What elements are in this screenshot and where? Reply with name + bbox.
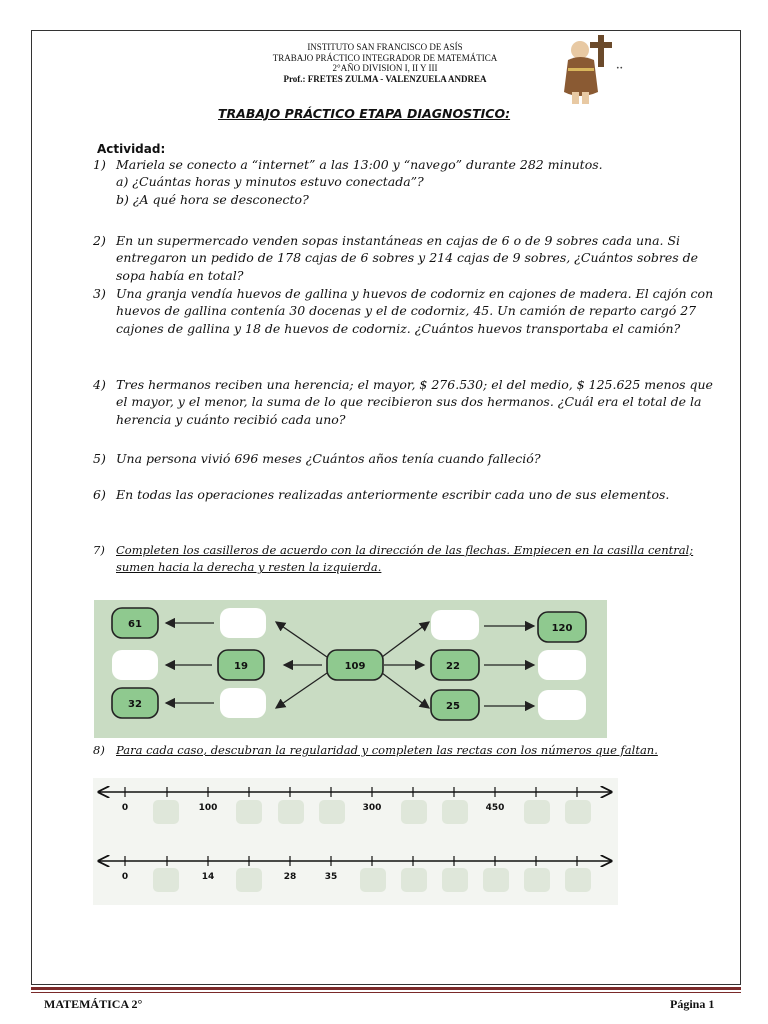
blank-box [278, 800, 304, 824]
line1-label-0: 0 [121, 803, 129, 813]
blank-box [319, 800, 345, 824]
line1-label-2: 300 [362, 803, 382, 813]
footer-rule [31, 987, 741, 990]
item-text: Una granja vendía huevos de gallina y huevos de codorniz en cajones de madera. El cajón con huevos de gallina contenía 30 docenas y el de codorniz, 45. Un camión de reparto cargó 27 cajones de gallina y 18 de huevos de codorniz. ¿Cuántos huevos transportaba el camión? [116, 286, 714, 336]
line2-label-3: 35 [324, 872, 338, 882]
blank-box [442, 800, 468, 824]
item-8 [93, 742, 733, 759]
item-text: Mariela se conecto a “internet” a las 13:00 y “navego” durante 282 minutos. [116, 157, 603, 172]
blank-box [565, 868, 591, 892]
item-text: Para cada caso, descubran la regularidad y completen las rectas con los números que faltan. [116, 743, 658, 757]
value-bottom-right-inner: 25 [446, 701, 460, 712]
item-1 [93, 156, 733, 208]
value-mid-right-inner: 22 [446, 661, 460, 672]
diagram-svg [94, 600, 607, 738]
line2-label-2: 28 [283, 872, 297, 882]
item-1a: a) ¿Cuántas horas y minutos estuvo conectada”? [116, 174, 424, 190]
header-line-2: TRABAJO PRÁCTICO INTEGRADOR DE MATEMÁTICA [272, 52, 498, 63]
item-number: 3) [93, 286, 106, 301]
page-title: TRABAJO PRÁCTICO ETAPA DIAGNOSTICO: [218, 106, 511, 121]
number-lines-svg [93, 778, 618, 905]
item-7 [93, 542, 733, 577]
item-number: 5) [93, 451, 106, 466]
item-number: 6) [93, 487, 106, 502]
blank-box [153, 800, 179, 824]
box-top-right-inner [431, 610, 479, 640]
item-text: Una persona vivió 696 meses ¿Cuántos años tenía cuando falleció? [116, 451, 541, 466]
item-3 [93, 285, 725, 337]
blank-box [153, 868, 179, 892]
blank-box [483, 868, 509, 892]
item-number: 7) [93, 543, 105, 557]
item-6 [93, 486, 713, 503]
item-number: 4) [93, 377, 106, 392]
blank-box [442, 868, 468, 892]
blank-box [565, 800, 591, 824]
item-4 [93, 376, 725, 428]
header-line-1: INSTITUTO SAN FRANCISCO DE ASÍS [307, 42, 463, 52]
blank-box [524, 800, 550, 824]
number-lines [93, 778, 618, 905]
value-top-left-end: 61 [128, 619, 142, 630]
blank-box [401, 800, 427, 824]
value-top-right-end: 120 [551, 623, 573, 634]
value-center: 109 [344, 661, 366, 672]
box-top-left-inner [220, 608, 266, 638]
item-1b: b) ¿A qué hora se desconecto? [116, 191, 309, 207]
line1-label-3: 450 [485, 803, 505, 813]
item-number: 8) [93, 743, 105, 757]
line1-label-1: 100 [198, 803, 218, 813]
monk-clipart [558, 30, 628, 110]
header-line-4: Prof.: FRETES ZULMA - VALENZUELA ANDREA [283, 73, 487, 84]
header-line-3: 2°AÑO DIVISION I, II Y III [332, 63, 438, 73]
footer-page-number: Página 1 [670, 997, 715, 1011]
line2-label-1: 14 [201, 872, 215, 882]
item-2 [93, 232, 723, 284]
item-5 [93, 450, 733, 467]
blank-box [236, 868, 262, 892]
blank-box [360, 868, 386, 892]
box-mid-left-end [112, 650, 158, 680]
item-text: En un supermercado venden sopas instantáneas en cajas de 6 o de 9 sobres cada una. Si entregaron un pedido de 178 cajas de 6 sobres y 214 cajas de 9 sobres, ¿Cuántos sobres de sopa había en total? [116, 233, 699, 283]
blank-box [524, 868, 550, 892]
blank-box [236, 800, 262, 824]
arrow-box-diagram [94, 600, 607, 738]
value-bottom-left-end: 32 [128, 699, 142, 710]
box-bottom-left-inner [220, 688, 266, 718]
footer-rule-thin [31, 992, 741, 993]
school-header [200, 42, 570, 84]
activity-label: Actividad: [97, 142, 166, 156]
svg-text:••: •• [616, 65, 624, 72]
value-mid-left-inner: 19 [234, 661, 248, 672]
box-mid-right-end [538, 650, 586, 680]
item-text: Tres hermanos reciben una herencia; el mayor, $ 276.530; el del medio, $ 125.625 menos que el mayor, y el menor, la suma de lo que recibieron sus dos hermanos. ¿Cuál era el total de la herencia y cuánto recibió cada uno? [116, 377, 713, 427]
footer-subject: MATEMÁTICA 2° [44, 997, 143, 1011]
item-text: Completen los casilleros de acuerdo con la dirección de las flechas. Empiecen en la casilla central; sumen hacia la derecha y resten la izquierda. [116, 543, 694, 575]
item-number: 2) [93, 233, 106, 248]
item-number: 1) [93, 157, 106, 172]
box-bottom-right-end [538, 690, 586, 720]
item-text: En todas las operaciones realizadas anteriormente escribir cada uno de sus elementos. [116, 487, 670, 502]
line2-label-0: 0 [121, 872, 129, 882]
blank-box [401, 868, 427, 892]
